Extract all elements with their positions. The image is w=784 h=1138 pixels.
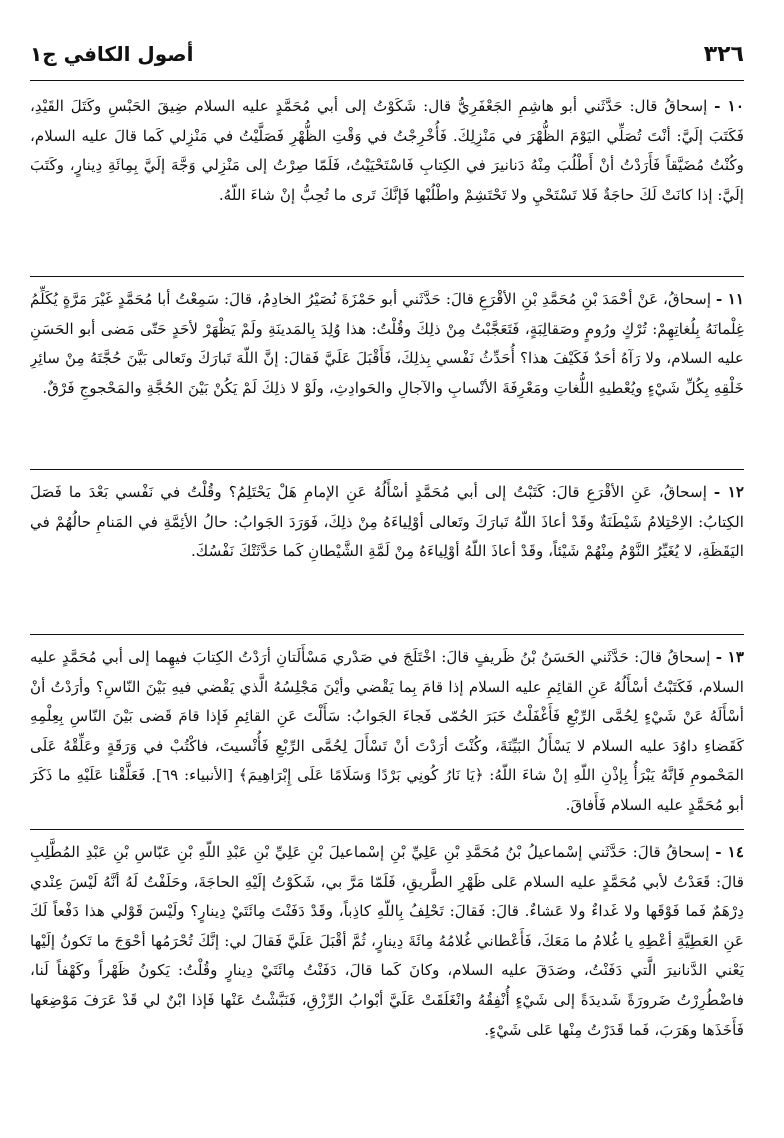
hadith-text: إسحاقُ قال: حَدَّثَني أبو هاشِمِ الجَعْفَرِيُّ قال: شَكَوْتُ إلى أبي مُحَمَّدٍ عليه السلام ضِيقَ الحَبْسِ وكَتَلَ القَيْدِ، فَكَتَبَ إلَيَّ: أنْتَ تُصَلِّي اليَوْمَ الظُّهْرَ في مَنْزِلِكَ. فَأُخْرِجْتُ في وَقْتِ الظُّهْرِ فَصَلَّيْتُ في مَنْزِلي كَما قالَ عليه السلام، وكُنْتُ مُضَيَّقاً فَأَرَدْتُ أنْ أَطْلُبَ مِنْهُ دَنانيرَ في الكِتابِ فَاسْتَحْيَيْتُ، فَلَمّا صِرْتُ إلى مَنْزِلي وَجَّهَ إلَيَّ بِمِائَةِ دِينارٍ، وكَتَبَ إلَيَّ: إذا كانَتْ لَكَ حاجَةٌ فَلا تَسْتَحْيِ ولا تَحْتَشِمْ واطْلُبْها فَإنَّكَ تَرى ما تُحِبُّ إنْ شاءَ اللّهُ.: [30, 97, 744, 204]
header-divider: [30, 80, 744, 81]
hadith-number: ١٠ -: [714, 97, 744, 115]
paragraph-divider: [30, 829, 744, 830]
hadith-text: إسحاقُ، عَنِ الأقْرَعِ قالَ: كَتَبْتُ إلى أبي مُحَمَّدٍ أسْأَلُهُ عَنِ الإمامِ هَلْ يَحْتَلِمُ؟ وقُلْتُ في نَفْسي بَعْدَ ما فَصَلَ الكِتابُ: الاِحْتِلامُ شَيْطَنَةٌ وقَدْ أعاذَ اللّهُ تَبارَكَ وتَعالى أوْلِياءَهُ مِنْ ذلِكَ، فَوَرَدَ الجَوابُ: حالُ الأئِمَّةِ في المَنامِ حالُهُمْ في اليَقَظَةِ، لا يُغَيِّرُ النَّوْمُ مِنْهُمْ شَيْئاً، وقَدْ أعاذَ اللّهُ أوْلِياءَهُ مِنْ لَمَّةِ الشَّيْطانِ كَما حَدَّثَتْكَ نَفْسُكَ.: [30, 483, 744, 561]
hadith-paragraph: [30, 838, 744, 1138]
hadith-paragraph: [30, 92, 744, 270]
page-header: [30, 38, 744, 78]
hadith-text: إسحاقُ قالَ: حَدَّثَني الحَسَنُ بْنُ ظَريفٍ قالَ: اخْتَلَجَ في صَدْري مَسْأَلَتانِ أرَدْتُ الكِتابَ فيهِما إلى أبي مُحَمَّدٍ عليه السلام، فَكَتَبْتُ أسْأَلُهُ عَنِ القائِمِ عليه السلام إذا قامَ بِما يَقْضي وأيْنَ مَجْلِسُهُ الَّذي يَقْضي فيهِ بَيْنَ النّاسِ؟ وأرَدْتُ أنْ أسْأَلَهُ عَنْ شَيْءٍ لِحُمَّى الرِّبْعِ فَأَغْفَلْتُ خَبَرَ الحُمّى فَجاءَ الجَوابُ: سَأَلْتَ عَنِ القائِمِ فَإذا قامَ قَضى بَيْنَ النّاسِ بِعِلْمِهِ كَقَضاءِ داوُدَ عليه السلام لا يَسْأَلُ البَيِّنَةَ، وكُنْتَ أرَدْتَ أنْ تَسْأَلَ لِحُمَّى الرِّبْعِ فَأُنْسيتَ، فاكْتُبْ في وَرَقَةٍ وعَلِّقْهُ عَلَى المَحْمومِ فَإنَّهُ يَبْرَأُ بِإذْنِ اللّهِ إنْ شاءَ اللّهُ: ﴿يَا نَارُ كُونِي بَرْدًا وَسَلَامًا عَلَى إِبْرَاهِيمَ﴾ [الأنبياء: ٦٩]. فَعَلَّقْنا عَلَيْهِ ما ذَكَرَ أبو مُحَمَّدٍ عليه السلام فَأَفاقَ.: [30, 648, 744, 814]
page-body: [30, 92, 744, 1138]
hadith-text: إسحاقُ قالَ: حَدَّثَني إسْماعيلُ بْنُ مُحَمَّدِ بْنِ عَلِيِّ بْنِ إسْماعيلَ بْنِ عَلِيِّ بْنِ عَبْدِ اللّهِ بْنِ عَبّاسِ بْنِ عَبْدِ المُطَّلِبِ قالَ: قَعَدْتُ لأبي مُحَمَّدٍ عليه السلام عَلى ظَهْرِ الطَّريقِ، فَلَمّا مَرَّ بي، شَكَوْتُ إلَيْهِ الحاجَةَ، وحَلَفْتُ لَهُ أنَّهُ لَيْسَ عِنْدي دِرْهَمٌ فَما فَوْقَها ولا غَداءٌ ولا عَشاءٌ. قالَ: فَقالَ: تَحْلِفُ بِاللّهِ كاذِباً، وقَدْ دَفَنْتَ مِائَتَيْ دِينارٍ؟ ولَيْسَ قَوْلي هذا دَفْعاً لَكَ عَنِ العَطِيَّةِ أعْطِهِ يا غُلامُ ما مَعَكَ، فَأَعْطاني غُلامُهُ مِائَةَ دِينارٍ، ثُمَّ أقْبَلَ عَلَيَّ فَقالَ لي: إنَّكَ تُحْرَمُها أحْوَجَ ما تَكونُ إلَيْها يَعْني الدَّنانيرَ الَّتي دَفَنْتُ، وصَدَقَ عليه السلام، وكانَ كَما قالَ، دَفَنْتُ مِائَتَيْ دِينارٍ وقُلْتُ: يَكونُ ظَهْراً وكَهْفاً لَنا، فاضْطُرِرْتُ ضَرورَةً شَديدَةً إلى شَيْءٍ أُنْفِقُهُ وانْغَلَقَتْ عَلَيَّ أبْوابُ الرِّزْقِ، فَنَبَّشْتُ عَنْها فَإذا ابْنٌ لي قَدْ عَرَفَ مَوْضِعَها فَأَخَذَها وهَرَبَ، فَما قَدَرْتُ مِنْها عَلى شَيْءٍ.: [30, 843, 744, 1039]
hadith-number: ١٢ -: [713, 483, 744, 501]
paragraph-divider: [30, 469, 744, 470]
hadith-paragraph: [30, 478, 744, 628]
hadith-number: ١٣ -: [715, 648, 744, 666]
hadith-number: ١١ -: [716, 290, 744, 308]
hadith-paragraph: [30, 643, 744, 823]
hadith-paragraph: [30, 285, 744, 463]
paragraph-divider: [30, 634, 744, 635]
paragraph-divider: [30, 276, 744, 277]
book-title: أصول الكافي ج١: [30, 42, 194, 66]
hadith-text: إسحاقُ، عَنْ أحْمَدَ بْنِ مُحَمَّدِ بْنِ الأقْرَعِ قالَ: حَدَّثَني أبو حَمْزَةَ نُصَيْرُ الخادِمُ، قالَ: سَمِعْتُ أبا مُحَمَّدٍ غَيْرَ مَرَّةٍ يُكَلِّمُ غِلْمانَهُ بِلُغاتِهِمْ: تُرْكٍ ورُومٍ وصَقالِبَةٍ، فَتَعَجَّبْتُ مِنْ ذلِكَ وقُلْتُ: هذا وُلِدَ بِالمَدينَةِ ولَمْ يَظْهَرْ لأحَدٍ حَتّى مَضى أبو الحَسَنِ عليه السلام، ولا رَآهُ أحَدٌ فَكَيْفَ هذا؟ أُحَدِّثُ نَفْسي بِذلِكَ، فَأَقْبَلَ عَلَيَّ فَقالَ: إنَّ اللّهَ تَبارَكَ وتَعالى بَيَّنَ حُجَّتَهُ مِنْ سائِرِ خَلْقِهِ بِكُلِّ شَيْءٍ ويُعْطيهِ اللُّغاتِ ومَعْرِفَةَ الأنْسابِ والآجالِ والحَوادِثِ، ولَوْ لا ذلِكَ لَمْ يَكُنْ بَيْنَ الحُجَّةِ والمَحْجوجِ فَرْقٌ.: [30, 290, 744, 397]
hadith-number: ١٤ -: [715, 843, 744, 861]
page-number: ٣٢٦: [703, 42, 744, 67]
